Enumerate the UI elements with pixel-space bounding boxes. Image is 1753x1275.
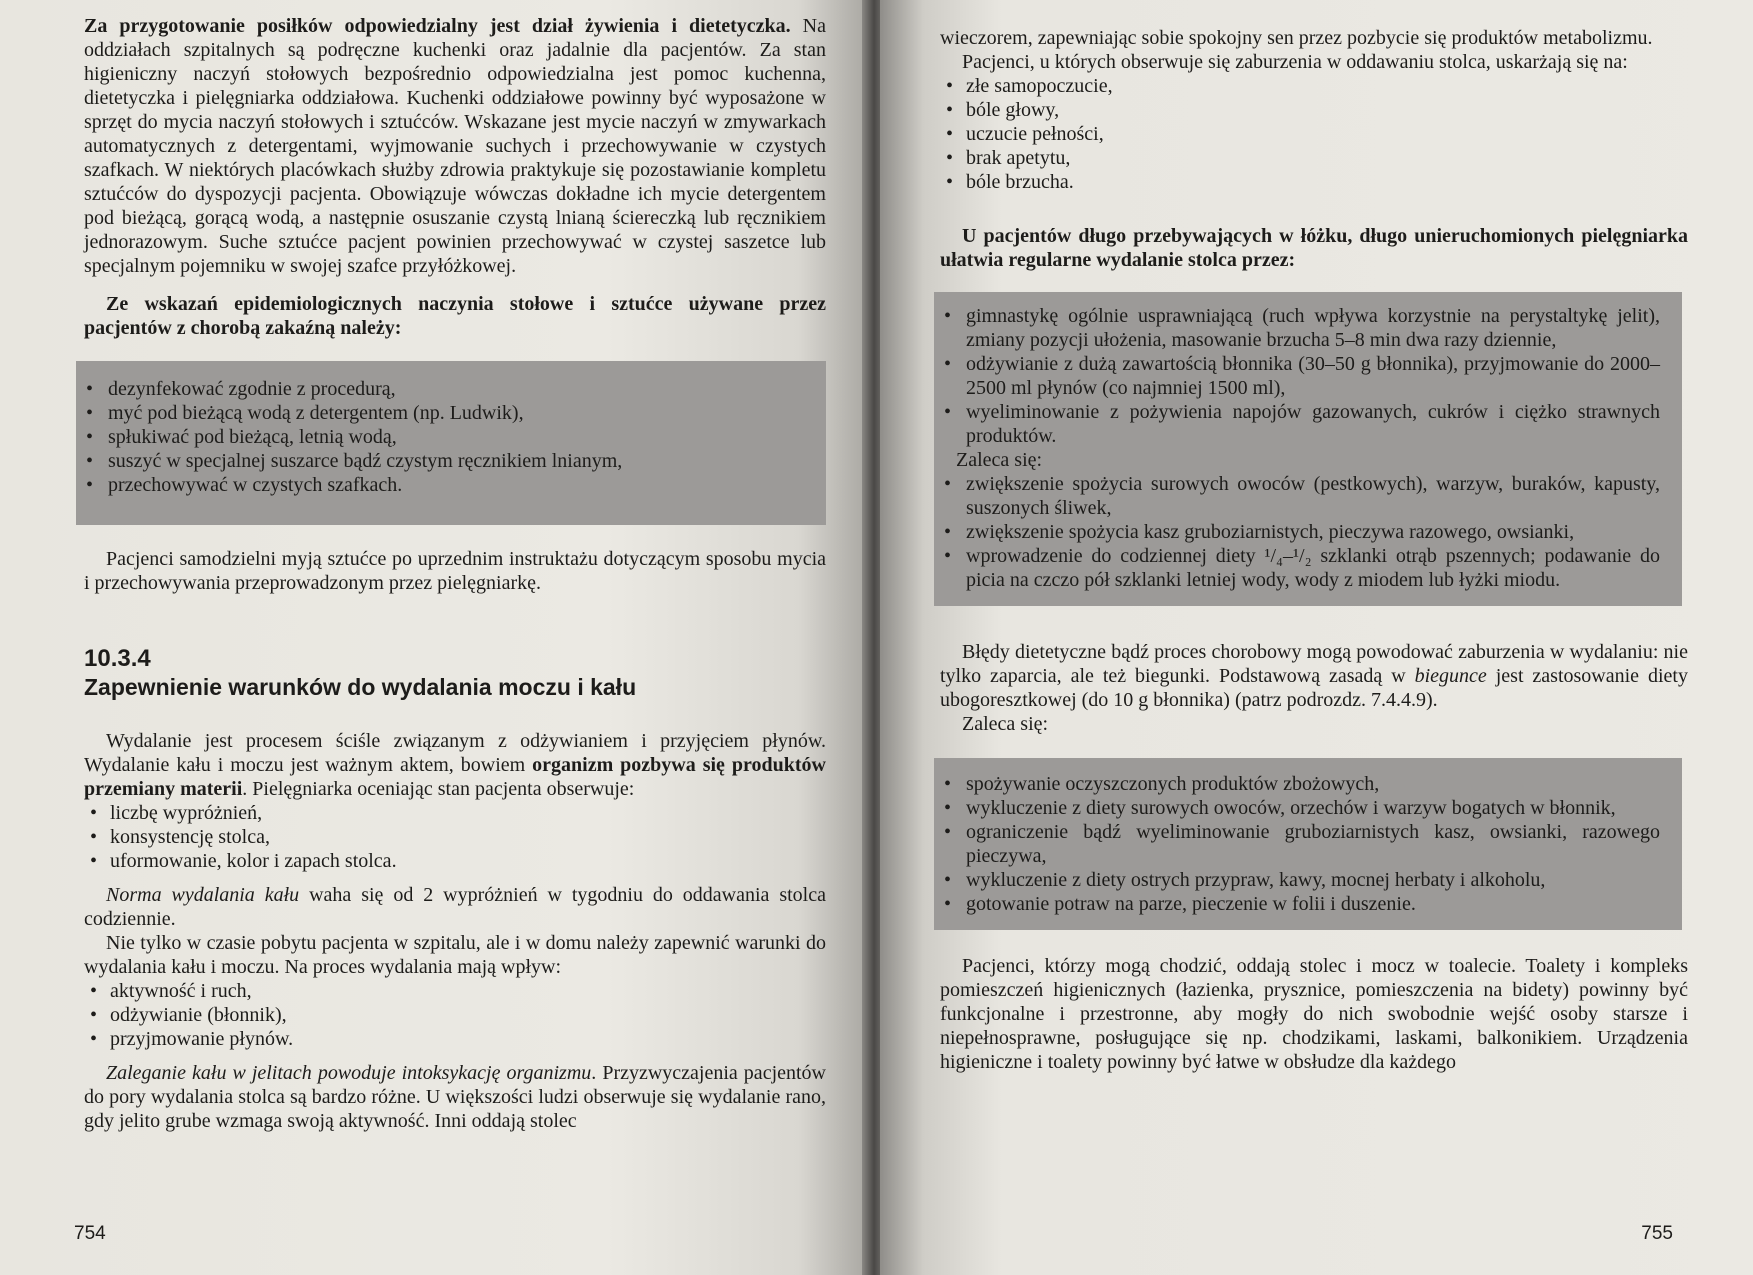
- left-column: [84, 14, 826, 1133]
- diarrhea-diet-list: [934, 772, 1660, 916]
- list-item: • suszyć w specjalnej suszarce bądź czystym ręcznikiem lnianym,: [76, 449, 826, 473]
- epidemiology-heading: Ze wskazań epidemiologicznych naczynia stołowe i sztućce używane przez pacjentów z chorobą zakaźną należy:: [84, 293, 826, 339]
- list-item: • zwiększenie spożycia kasz gruboziarnistych, pieczywa razowego, owsianki,: [934, 520, 1660, 544]
- shaded-box-bowel-care: [934, 292, 1682, 606]
- list-item: • konsystencję stolca,: [84, 825, 826, 849]
- bowel-care-list: [934, 304, 1660, 448]
- paragraph-text: jest zastosowanie diety ubogoresztkowej (do 10 g błonnika) (patrz podrozdz. 7.4.4.9).: [940, 665, 1688, 711]
- paragraph-text: . Przyzwyczajenia pacjentów do pory wydalania stolca są bardzo różne. U większości ludzi obserwuje się wydalanie rano, gdy jelito grube wzmaga swoją aktywność. Inni oddają stolec: [84, 1062, 826, 1132]
- bold-phrase: organizm pozbywa się produktów przemiany materii: [84, 754, 826, 800]
- paragraph-text: waha się od 2 wypróżnień w tygodniu do oddawania stolca codziennie.: [84, 884, 826, 930]
- paragraph-recommend: Zaleca się:: [962, 713, 1049, 735]
- paragraph-kitchen-hygiene: [84, 14, 826, 278]
- paragraph-symptoms-intro: Pacjenci, u których obserwuje się zaburzenia w oddawaniu stolca, uskarżają się na:: [962, 51, 1628, 73]
- list-item: • myć pod bieżącą wodą z detergentem (np. Ludwik),: [76, 401, 826, 425]
- italic-term: biegunce: [1414, 665, 1487, 687]
- recommendation-list: [934, 472, 1660, 592]
- paragraph-text: Błędy dietetyczne bądź proces chorobowy mogą powodować zaburzenia w wydalaniu: nie tylko zaparcia, ale też biegunki. Podstawową zasadą w: [940, 641, 1688, 687]
- symptoms-list: [940, 74, 1688, 194]
- shaded-box-diarrhea-diet: [934, 758, 1682, 930]
- paragraph-toilets: Pacjenci, którzy mogą chodzić, oddają stolec i mocz w toalecie. Toalety i kompleks pomieszczeń higienicznych (łazienka, prysznice, pomieszczenia na bidety) powinny być funkcjonalne i przestronne, aby mogły do nich swobodnie wejść osoby starsze i niepełnosprawne, posługujące się np. chodzikami, laskami, balkonikiem. Urządzenia higieniczne i toalety powinny być łatwe w obsłudze dla każdego: [940, 955, 1688, 1073]
- list-item: • zwiększenie spożycia surowych owoców (pestkowych), warzyw, buraków, kapusty, suszonych śliwek,: [934, 472, 1660, 520]
- right-page: [880, 0, 1753, 1275]
- page-number-right: 755: [1641, 1223, 1673, 1244]
- right-column: [940, 26, 1688, 1074]
- italic-phrase: Zaleganie kału w jelitach powoduje intoksykację organizmu: [106, 1062, 592, 1084]
- list-item: • uformowanie, kolor i zapach stolca.: [84, 849, 826, 873]
- list-item: • uczucie pełności,: [940, 122, 1688, 146]
- list-item: • aktywność i ruch,: [84, 979, 826, 1003]
- box-subheading: Zaleca się:: [956, 449, 1043, 471]
- paragraph-norm: [84, 883, 826, 931]
- list-item: • liczbę wypróżnień,: [84, 801, 826, 825]
- left-page: [0, 0, 868, 1275]
- section-heading: [84, 645, 826, 701]
- paragraph-conditions: Nie tylko w czasie pobytu pacjenta w szpitalu, ale i w domu należy zapewnić warunki do wydalania kału i moczu. Na proces wydalania mają wpływ:: [84, 932, 826, 978]
- list-item: • dezynfekować zgodnie z procedurą,: [76, 377, 826, 401]
- paragraph-self-washing: Pacjenci samodzielni myją sztućce po uprzednim instruktażu dotyczącym sposobu mycia i przechowywania przeprowadzonym przez pielęgniarkę.: [84, 548, 826, 594]
- paragraph-text: Wydalanie jest procesem ściśle związanym z odżywianiem i przyjęciem płynów. Wydalanie kału i moczu jest ważnym aktem, bowiem: [84, 730, 826, 776]
- list-item: • wyeliminowanie z pożywienia napojów gazowanych, cukrów i ciężko strawnych produktów.: [934, 400, 1660, 448]
- list-item: • wprowadzenie do codziennej diety ¹/₄–¹/₂ szklanki otrąb pszennych; podawanie do picia na czczo pół szklanki letniej wody, wody z miodem lub łyżki miodu.: [934, 544, 1660, 592]
- paragraph-text: . Pielęgniarka oceniając stan pacjenta obserwuje:: [242, 778, 635, 800]
- paragraph-excretion: [84, 729, 826, 801]
- list-item: • spożywanie oczyszczonych produktów zbożowych,: [934, 772, 1660, 796]
- observation-list: [84, 801, 826, 873]
- list-item: • odżywianie z dużą zawartością błonnika (30–50 g błonnika), przyjmowanie do 2000–2500 ml płynów (co najmniej 1500 ml),: [934, 352, 1660, 400]
- immobilized-heading: U pacjentów długo przebywających w łóżku, długo unieruchomionych pielęgniarka ułatwia regularne wydalanie stolca przez:: [940, 225, 1688, 271]
- list-item: • odżywianie (błonnik),: [84, 1003, 826, 1027]
- list-item: • gimnastykę ogólnie usprawniającą (ruch wpływa korzystnie na perystaltykę jelit), zmiany pozycji ułożenia, masowanie brzucha 5–8 min dwa razy dziennie,: [934, 304, 1660, 352]
- list-item: • wykluczenie z diety surowych owoców, orzechów i warzyw bogatych w błonnik,: [934, 796, 1660, 820]
- list-item: • bóle głowy,: [940, 98, 1688, 122]
- list-item: • wykluczenie z diety ostrych przypraw, kawy, mocnej herbaty i alkoholu,: [934, 868, 1660, 892]
- list-item: • spłukiwać pod bieżącą, letnią wodą,: [76, 425, 826, 449]
- bold-intro: Za przygotowanie posiłków odpowiedzialny jest dział żywienia i dietetyczka.: [84, 15, 791, 37]
- disinfection-list: [76, 377, 826, 497]
- section-title: Zapewnienie warunków do wydalania moczu i kału: [84, 674, 637, 700]
- paragraph-evening: wieczorem, zapewniając sobie spokojny sen przez pozbycie się produktów metabolizmu.: [940, 27, 1653, 49]
- paragraph-retention: [84, 1061, 826, 1133]
- shaded-box-disinfection: [76, 361, 826, 525]
- list-item: • gotowanie potraw na parze, pieczenie w folii i duszenie.: [934, 892, 1660, 916]
- section-number: 10.3.4: [84, 645, 151, 672]
- influence-list: [84, 979, 826, 1051]
- list-item: • brak apetytu,: [940, 146, 1688, 170]
- list-item: • złe samopoczucie,: [940, 74, 1688, 98]
- list-item: • przyjmowanie płynów.: [84, 1027, 826, 1051]
- page-number-left: 754: [74, 1223, 106, 1244]
- paragraph-diet-errors: [940, 640, 1688, 712]
- list-item: • przechowywać w czystych szafkach.: [76, 473, 826, 497]
- list-item: • bóle brzucha.: [940, 170, 1688, 194]
- paragraph-text: Na oddziałach szpitalnych są podręczne kuchenki oraz jadalnie dla pacjentów. Za stan higieniczny naczyń stołowych bezpośrednio odpowiedzialna jest pomoc kuchenna, dietetyczka i pielęgniarka oddziałowa. Kuchenki oddziałowe powinny być wyposażone w sprzęt do mycia naczyń stołowych i sztućców. Wskazane jest mycie naczyń w zmywarkach automatycznych z detergentami, wyjmowanie suchych i przechowywanie w czystych szafkach. W niektórych placówkach służby zdrowia praktykuje się pozostawianie kompletu sztućców do dyspozycji pacjenta. Obowiązuje wówczas dokładne ich mycie detergentem pod bieżącą, gorącą wodą, a następnie osuszanie czystą lnianą ściereczką lub ręcznikiem jednorazowym. Suche sztućce pacjent powinien przechowywać w czystej saszetce lub specjalnym pojemniku w swojej szafce przyłóżkowej.: [84, 15, 826, 277]
- italic-term: Norma wydalania kału: [106, 884, 300, 906]
- list-item: • ograniczenie bądź wyeliminowanie gruboziarnistych kasz, owsianki, razowego pieczywa,: [934, 820, 1660, 868]
